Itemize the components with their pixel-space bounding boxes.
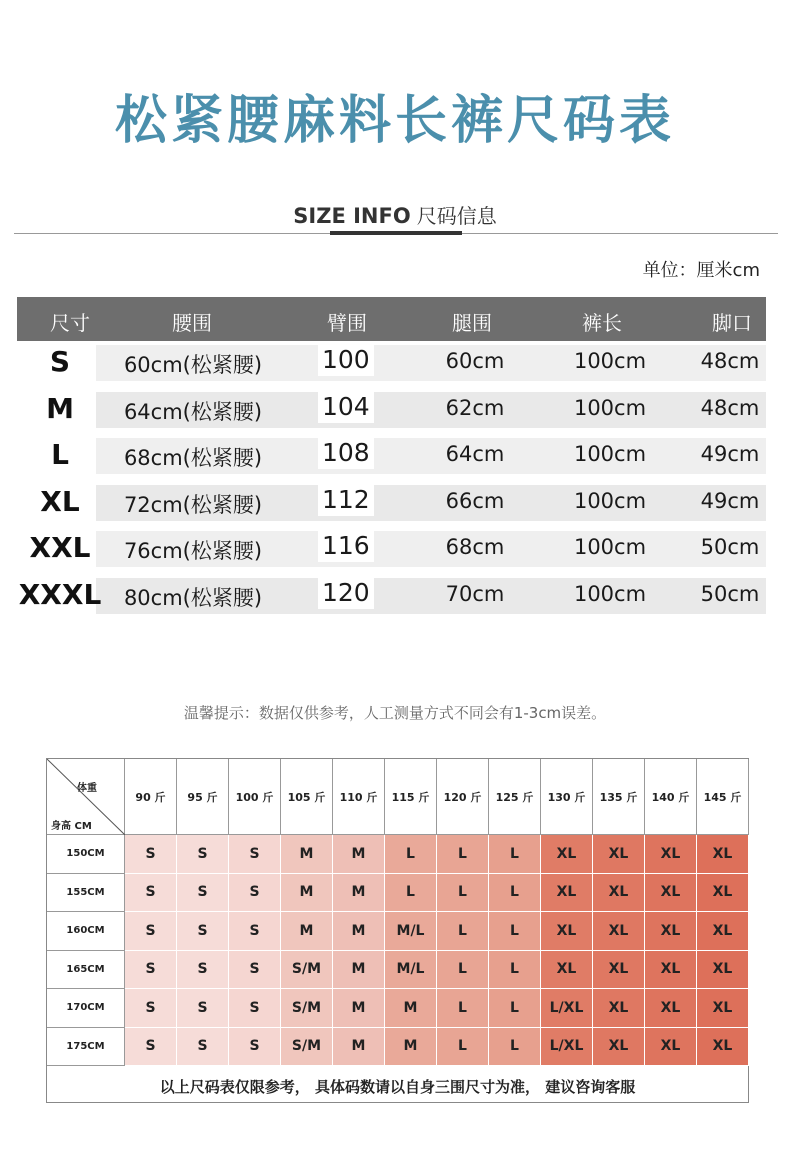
- size-cell: M: [333, 989, 385, 1028]
- cell-size: S: [49, 345, 71, 378]
- size-cell: L/XL: [541, 1028, 593, 1067]
- size-cell: S: [177, 989, 229, 1028]
- cell-size: L: [51, 438, 69, 471]
- cell-arm: 104: [318, 390, 374, 423]
- weight-header: 125 斤: [489, 759, 541, 835]
- unit-label: 单位：厘米cm: [642, 260, 760, 281]
- size-cell: S/M: [281, 989, 333, 1028]
- size-cell: XL: [541, 951, 593, 990]
- size-cell: L/XL: [541, 989, 593, 1028]
- size-cell: XL: [593, 951, 645, 990]
- size-cell: S/M: [281, 1028, 333, 1067]
- size-cell: M/L: [385, 951, 437, 990]
- size-cell: XL: [697, 989, 749, 1028]
- weight-header: 120 斤: [437, 759, 489, 835]
- size-cell: M: [385, 1028, 437, 1067]
- size-row: [0, 527, 790, 571]
- size-cell: XL: [593, 1028, 645, 1067]
- size-row: [0, 434, 790, 478]
- size-cell: XL: [541, 874, 593, 913]
- cell-length: 100cm: [573, 442, 647, 466]
- cell-waist: 76cm(松紧腰): [123, 539, 263, 563]
- size-cell: M: [333, 1028, 385, 1067]
- cell-length: 100cm: [573, 349, 647, 373]
- weight-header: 135 斤: [593, 759, 645, 835]
- size-cell: XL: [593, 835, 645, 874]
- divider-accent: [330, 231, 462, 235]
- size-cell: S: [177, 835, 229, 874]
- size-cell: S: [229, 835, 281, 874]
- cell-thigh: 70cm: [445, 581, 505, 606]
- size-info-cn: 尺码信息: [416, 204, 497, 228]
- size-cell: L: [437, 835, 489, 874]
- cell-hem: 48cm: [700, 349, 760, 373]
- weight-header: 115 斤: [385, 759, 437, 835]
- cell-hem: 49cm: [700, 442, 760, 466]
- weight-header: 145 斤: [697, 759, 749, 835]
- header-waist: 腰围: [172, 311, 212, 335]
- size-cell: XL: [593, 912, 645, 951]
- size-cell: S: [229, 912, 281, 951]
- size-cell: XL: [697, 874, 749, 913]
- cell-waist: 68cm(松紧腰): [123, 446, 263, 470]
- cell-arm: 116: [318, 529, 374, 562]
- corner-weight-label: 体重: [77, 783, 97, 794]
- size-cell: L: [437, 951, 489, 990]
- height-header: 150CM: [47, 835, 125, 874]
- weight-header: 140 斤: [645, 759, 697, 835]
- size-cell: XL: [645, 1028, 697, 1067]
- header-size: 尺寸: [50, 311, 90, 335]
- cell-size: XXL: [29, 531, 91, 564]
- size-cell: XL: [645, 989, 697, 1028]
- weight-header: 100 斤: [229, 759, 281, 835]
- size-cell: XL: [697, 951, 749, 990]
- height-header: 155CM: [47, 874, 125, 913]
- cell-arm: 120: [318, 576, 374, 609]
- cell-length: 100cm: [573, 581, 647, 606]
- size-cell: XL: [541, 912, 593, 951]
- grid-corner: [47, 759, 125, 835]
- size-cell: L: [437, 1028, 489, 1067]
- cell-length: 100cm: [573, 488, 647, 513]
- size-cell: M: [281, 874, 333, 913]
- size-cell: S: [125, 912, 177, 951]
- size-cell: S: [125, 951, 177, 990]
- measurement-tip: 温馨提示：数据仅供参考，人工测量方式不同会有1-3cm误差。: [183, 704, 607, 722]
- size-cell: S/M: [281, 951, 333, 990]
- recommendation-grid: [46, 758, 749, 1103]
- size-cell: S: [125, 989, 177, 1028]
- height-header: 165CM: [47, 951, 125, 990]
- cell-hem: 48cm: [700, 395, 760, 420]
- cell-thigh: 66cm: [445, 488, 505, 513]
- size-cell: XL: [697, 912, 749, 951]
- size-cell: L: [489, 874, 541, 913]
- cell-hem: 49cm: [700, 488, 760, 513]
- cell-size: M: [46, 391, 74, 425]
- size-cell: XL: [645, 912, 697, 951]
- size-row: [0, 341, 790, 385]
- size-cell: L: [489, 989, 541, 1028]
- header-hem: 脚口: [712, 311, 752, 335]
- size-cell: L: [489, 912, 541, 951]
- size-cell: L: [489, 835, 541, 874]
- size-cell: S: [125, 1028, 177, 1067]
- size-row: [0, 574, 790, 618]
- height-header: 175CM: [47, 1028, 125, 1067]
- cell-arm: 108: [318, 436, 374, 469]
- cell-arm: 112: [318, 483, 374, 516]
- cell-thigh: 68cm: [445, 535, 505, 559]
- size-cell: M: [385, 989, 437, 1028]
- cell-thigh: 64cm: [445, 442, 505, 466]
- size-cell: M: [333, 835, 385, 874]
- size-cell: M: [333, 951, 385, 990]
- size-cell: XL: [593, 874, 645, 913]
- size-cell: S: [177, 874, 229, 913]
- header-thigh: 腿围: [452, 311, 492, 335]
- size-cell: L: [385, 835, 437, 874]
- size-cell: L: [489, 1028, 541, 1067]
- weight-header: 90 斤: [125, 759, 177, 835]
- height-header: 170CM: [47, 989, 125, 1028]
- cell-waist: 72cm(松紧腰): [123, 492, 263, 517]
- size-cell: XL: [645, 835, 697, 874]
- size-cell: L: [437, 989, 489, 1028]
- cell-thigh: 62cm: [445, 395, 505, 420]
- cell-arm: 100: [318, 343, 374, 376]
- size-cell: S: [229, 951, 281, 990]
- page-title: 松紧腰麻料长裤尺码表: [114, 91, 675, 151]
- size-cell: L: [437, 912, 489, 951]
- cell-hem: 50cm: [700, 535, 760, 559]
- size-cell: M: [333, 874, 385, 913]
- size-cell: M: [333, 912, 385, 951]
- corner-height-label: 身高 CM: [51, 821, 92, 832]
- size-row: [0, 481, 790, 525]
- size-row: [0, 388, 790, 432]
- grid-footnote: 以上尺码表仅限参考， 具体码数请以自身三围尺寸为准， 建议咨询客服: [47, 1065, 748, 1097]
- size-table-header: [17, 297, 766, 341]
- cell-size: XL: [40, 484, 80, 518]
- weight-header: 105 斤: [281, 759, 333, 835]
- size-cell: M: [281, 912, 333, 951]
- size-cell: XL: [645, 951, 697, 990]
- size-cell: L: [385, 874, 437, 913]
- size-cell: XL: [697, 835, 749, 874]
- header-length: 裤长: [582, 311, 622, 335]
- size-info-en: SIZE INFO: [293, 204, 411, 228]
- cell-length: 100cm: [573, 395, 647, 420]
- size-cell: XL: [645, 874, 697, 913]
- size-cell: M: [281, 835, 333, 874]
- size-cell: L: [489, 951, 541, 990]
- size-cell: XL: [697, 1028, 749, 1067]
- size-cell: S: [229, 874, 281, 913]
- size-cell: S: [125, 874, 177, 913]
- cell-waist: 60cm(松紧腰): [123, 353, 263, 377]
- size-cell: S: [177, 912, 229, 951]
- size-cell: S: [177, 1028, 229, 1067]
- size-info-heading: [0, 200, 790, 229]
- size-cell: L: [437, 874, 489, 913]
- header-arm: 臂围: [327, 311, 367, 335]
- height-header: 160CM: [47, 912, 125, 951]
- weight-header: 110 斤: [333, 759, 385, 835]
- size-cell: XL: [541, 835, 593, 874]
- cell-length: 100cm: [573, 535, 647, 559]
- size-cell: XL: [593, 989, 645, 1028]
- size-cell: S: [177, 951, 229, 990]
- size-cell: S: [229, 1028, 281, 1067]
- weight-header: 95 斤: [177, 759, 229, 835]
- cell-waist: 64cm(松紧腰): [123, 399, 263, 424]
- cell-size: XXXL: [18, 577, 102, 611]
- weight-header: 130 斤: [541, 759, 593, 835]
- size-cell: M/L: [385, 912, 437, 951]
- cell-hem: 50cm: [700, 581, 760, 606]
- size-cell: S: [229, 989, 281, 1028]
- cell-waist: 80cm(松紧腰): [123, 585, 263, 610]
- size-cell: S: [125, 835, 177, 874]
- cell-thigh: 60cm: [445, 349, 505, 373]
